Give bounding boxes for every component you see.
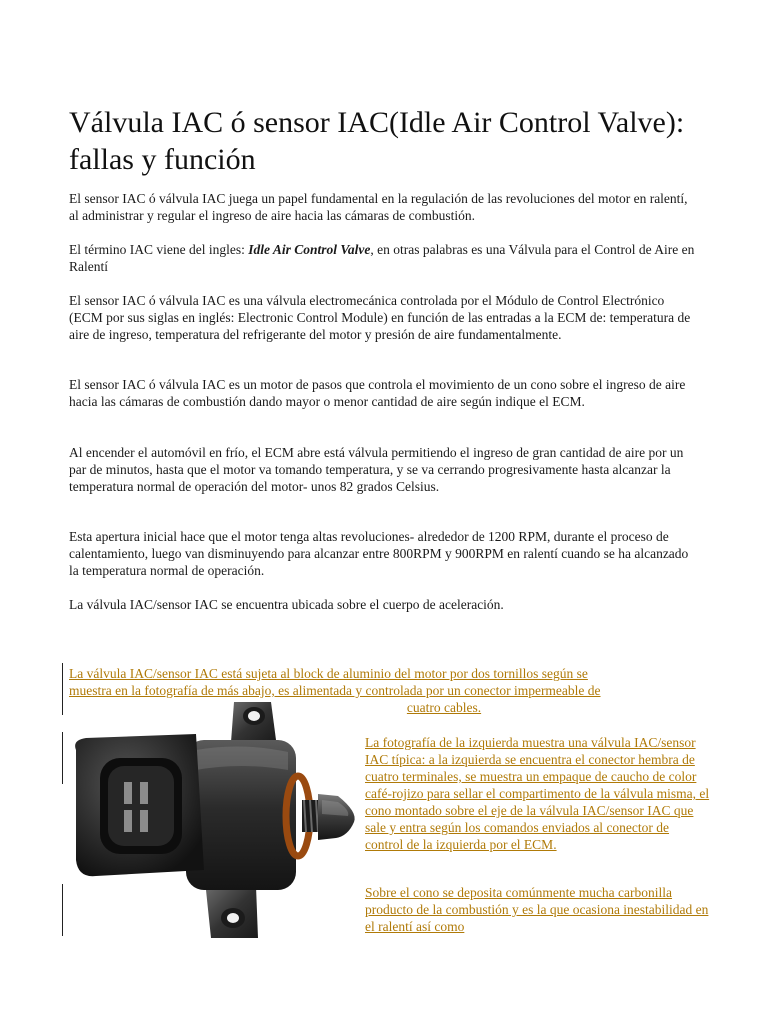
left-border-line (62, 663, 63, 715)
left-border-line (62, 732, 63, 784)
paragraph-intro: El sensor IAC ó válvula IAC juega un papel fundamental en la regulación de las revoluciones del motor en ralentí, al administrar y regular el ingreso de aire hacia las cámaras de combustión. (69, 191, 688, 223)
page-title: Válvula IAC ó sensor IAC(Idle Air Control Valve): fallas y función (69, 106, 685, 176)
link-carbon-deposit[interactable]: Sobre el cono se deposita comúnmente mucha carbonilla producto de la combustión y es la que ocasiona inestabilidad en el ralentí así como (365, 885, 709, 934)
paragraph-term-bold: Idle Air Control Valve (248, 242, 371, 257)
paragraph-term-suffix: , en otras palabras es una Válvula para el Control de Aire en Ralentí (69, 242, 695, 274)
link-line[interactable]: La válvula IAC/sensor IAC está sujeta al block de aluminio del motor por dos tornillos según se (69, 666, 588, 681)
link-line[interactable]: cuatro cables. (406, 700, 482, 715)
link-photo-description[interactable]: La fotografía de la izquierda muestra una válvula IAC/sensor IAC típica: a la izquierda se encuentra el conector hembra de cuatro terminales, se muestra un empaque de caucho de color café-rojizo para sellar el compartimento de la válvula misma, el cono montado sobre el eje de la válvula IAC/sensor IAC que sale y entra según los comandos enviados al conector de control de la izquierda por el ECM. (365, 735, 710, 852)
paragraph-cold-start: Al encender el automóvil en frío, el ECM abre está válvula permitiendo el ingreso de gran cantidad de aire por un par de minutos, hasta que el motor va tomando temperatura, y se va cerrando progresivamente hasta alcanzar la temperatura normal de operación del motor- unos 82 grados Celsius. (69, 445, 684, 494)
paragraph-ecm: El sensor IAC ó válvula IAC es una válvula electromecánica controlada por el Módulo de Control Electrónico (ECM por sus siglas en inglés: Electronic Control Module) en función de las entradas a la ECM de: temperatura de aire de ingreso, temperatura del refrigerante del motor y presión de aire fundamentalmente. (69, 293, 691, 342)
iac-valve-photo (66, 700, 361, 940)
link-line[interactable]: muestra en la fotografía de más abajo, es alimentada y controlada por un conector impermeable de (69, 683, 601, 698)
paragraph-term-prefix: El término IAC viene del ingles: (69, 242, 249, 257)
left-border-line (62, 884, 63, 936)
paragraph-term (69, 241, 699, 275)
paragraph-stepper: El sensor IAC ó válvula IAC es un motor de pasos que controla el movimiento de un cono sobre el ingreso de aire hacia las cámaras de combustión dando mayor o menor cantidad de aire según indique el ECM. (69, 377, 686, 409)
paragraph-rpm: Esta apertura inicial hace que el motor tenga altas revoluciones- alrededor de 1200 RPM, durante el proceso de calentamiento, luego van disminuyendo para alcanzar entre 800RPM y 900RPM en ralentí cuando se ha alcanzado la temperatura normal de operación. (69, 529, 689, 578)
paragraph-location: La válvula IAC/sensor IAC se encuentra ubicada sobre el cuerpo de aceleración. (69, 597, 504, 612)
